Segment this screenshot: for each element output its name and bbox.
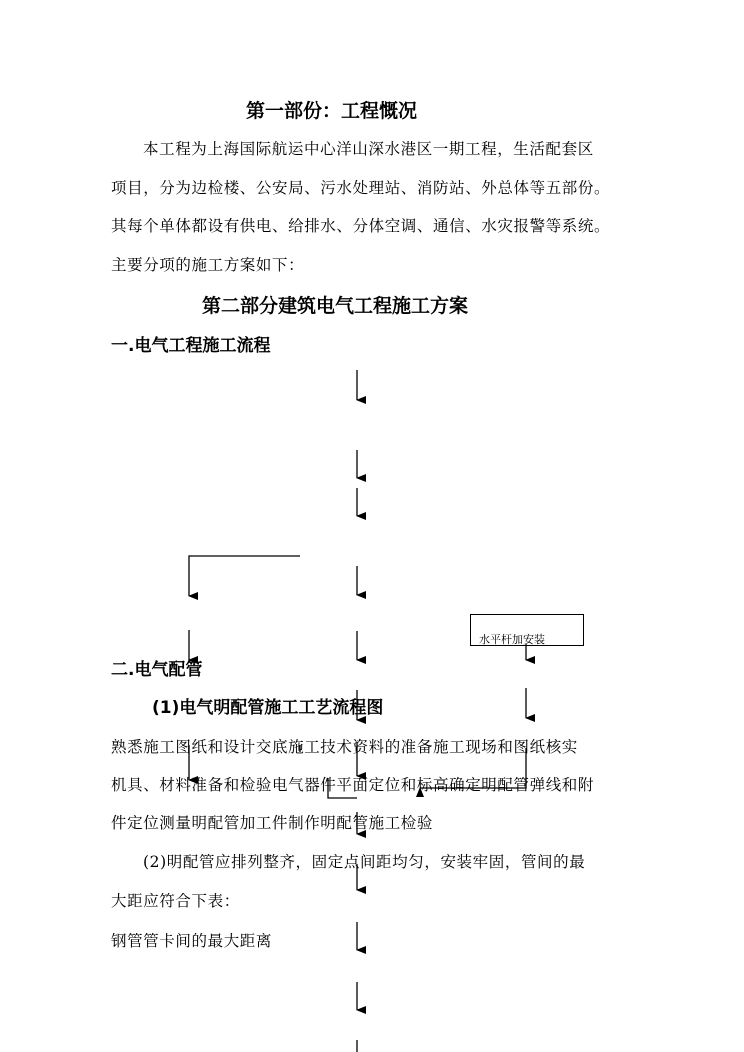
sub2-line-1: (2)明配管应排列整齐，固定点间距均匀，安装牢固，管间的最	[143, 853, 586, 871]
flow-text-line-3: 件定位测量明配管加工件制作明配管施工检验	[111, 814, 434, 832]
left-branch	[189, 556, 300, 596]
part1-paragraph-line-3: 其每个单体都设有供电、给排水、分体空调、通信、水灾报警等系统。	[111, 217, 611, 235]
flow-box	[470, 614, 584, 646]
flow-text-line-2: 机具、材料准备和检验电气器件平面定位和标高确定明配管弹线和附	[111, 776, 595, 794]
section1-heading: 一.电气工程施工流程	[111, 336, 271, 356]
section2-heading: 二.电气配管	[111, 660, 203, 680]
part2-title: 第二部分建筑电气工程施工方案	[202, 295, 469, 317]
flow-chart-title: (1)电气明配管施工工艺流程图	[152, 698, 384, 718]
part1-paragraph-line-1: 本工程为上海国际航运中心洋山深水港区一期工程，生活配套区	[143, 140, 594, 158]
sub2-line-2: 大距应符合下表：	[111, 892, 240, 910]
table-caption: 钢管管卡间的最大距离	[111, 932, 273, 950]
part1-paragraph-line-4: 主要分项的施工方案如下：	[111, 256, 305, 274]
part1-paragraph-line-2: 项目，分为边检楼、公安局、污水处理站、消防站、外总体等五部份。	[111, 179, 611, 197]
part1-title: 第一部份：工程慨况	[246, 100, 418, 122]
flow-box-label: 水平杆加安装	[479, 633, 545, 646]
flow-text-line-1: 熟悉施工图纸和设计交底施工技术资料的准备施工现场和图纸核实	[111, 738, 578, 756]
